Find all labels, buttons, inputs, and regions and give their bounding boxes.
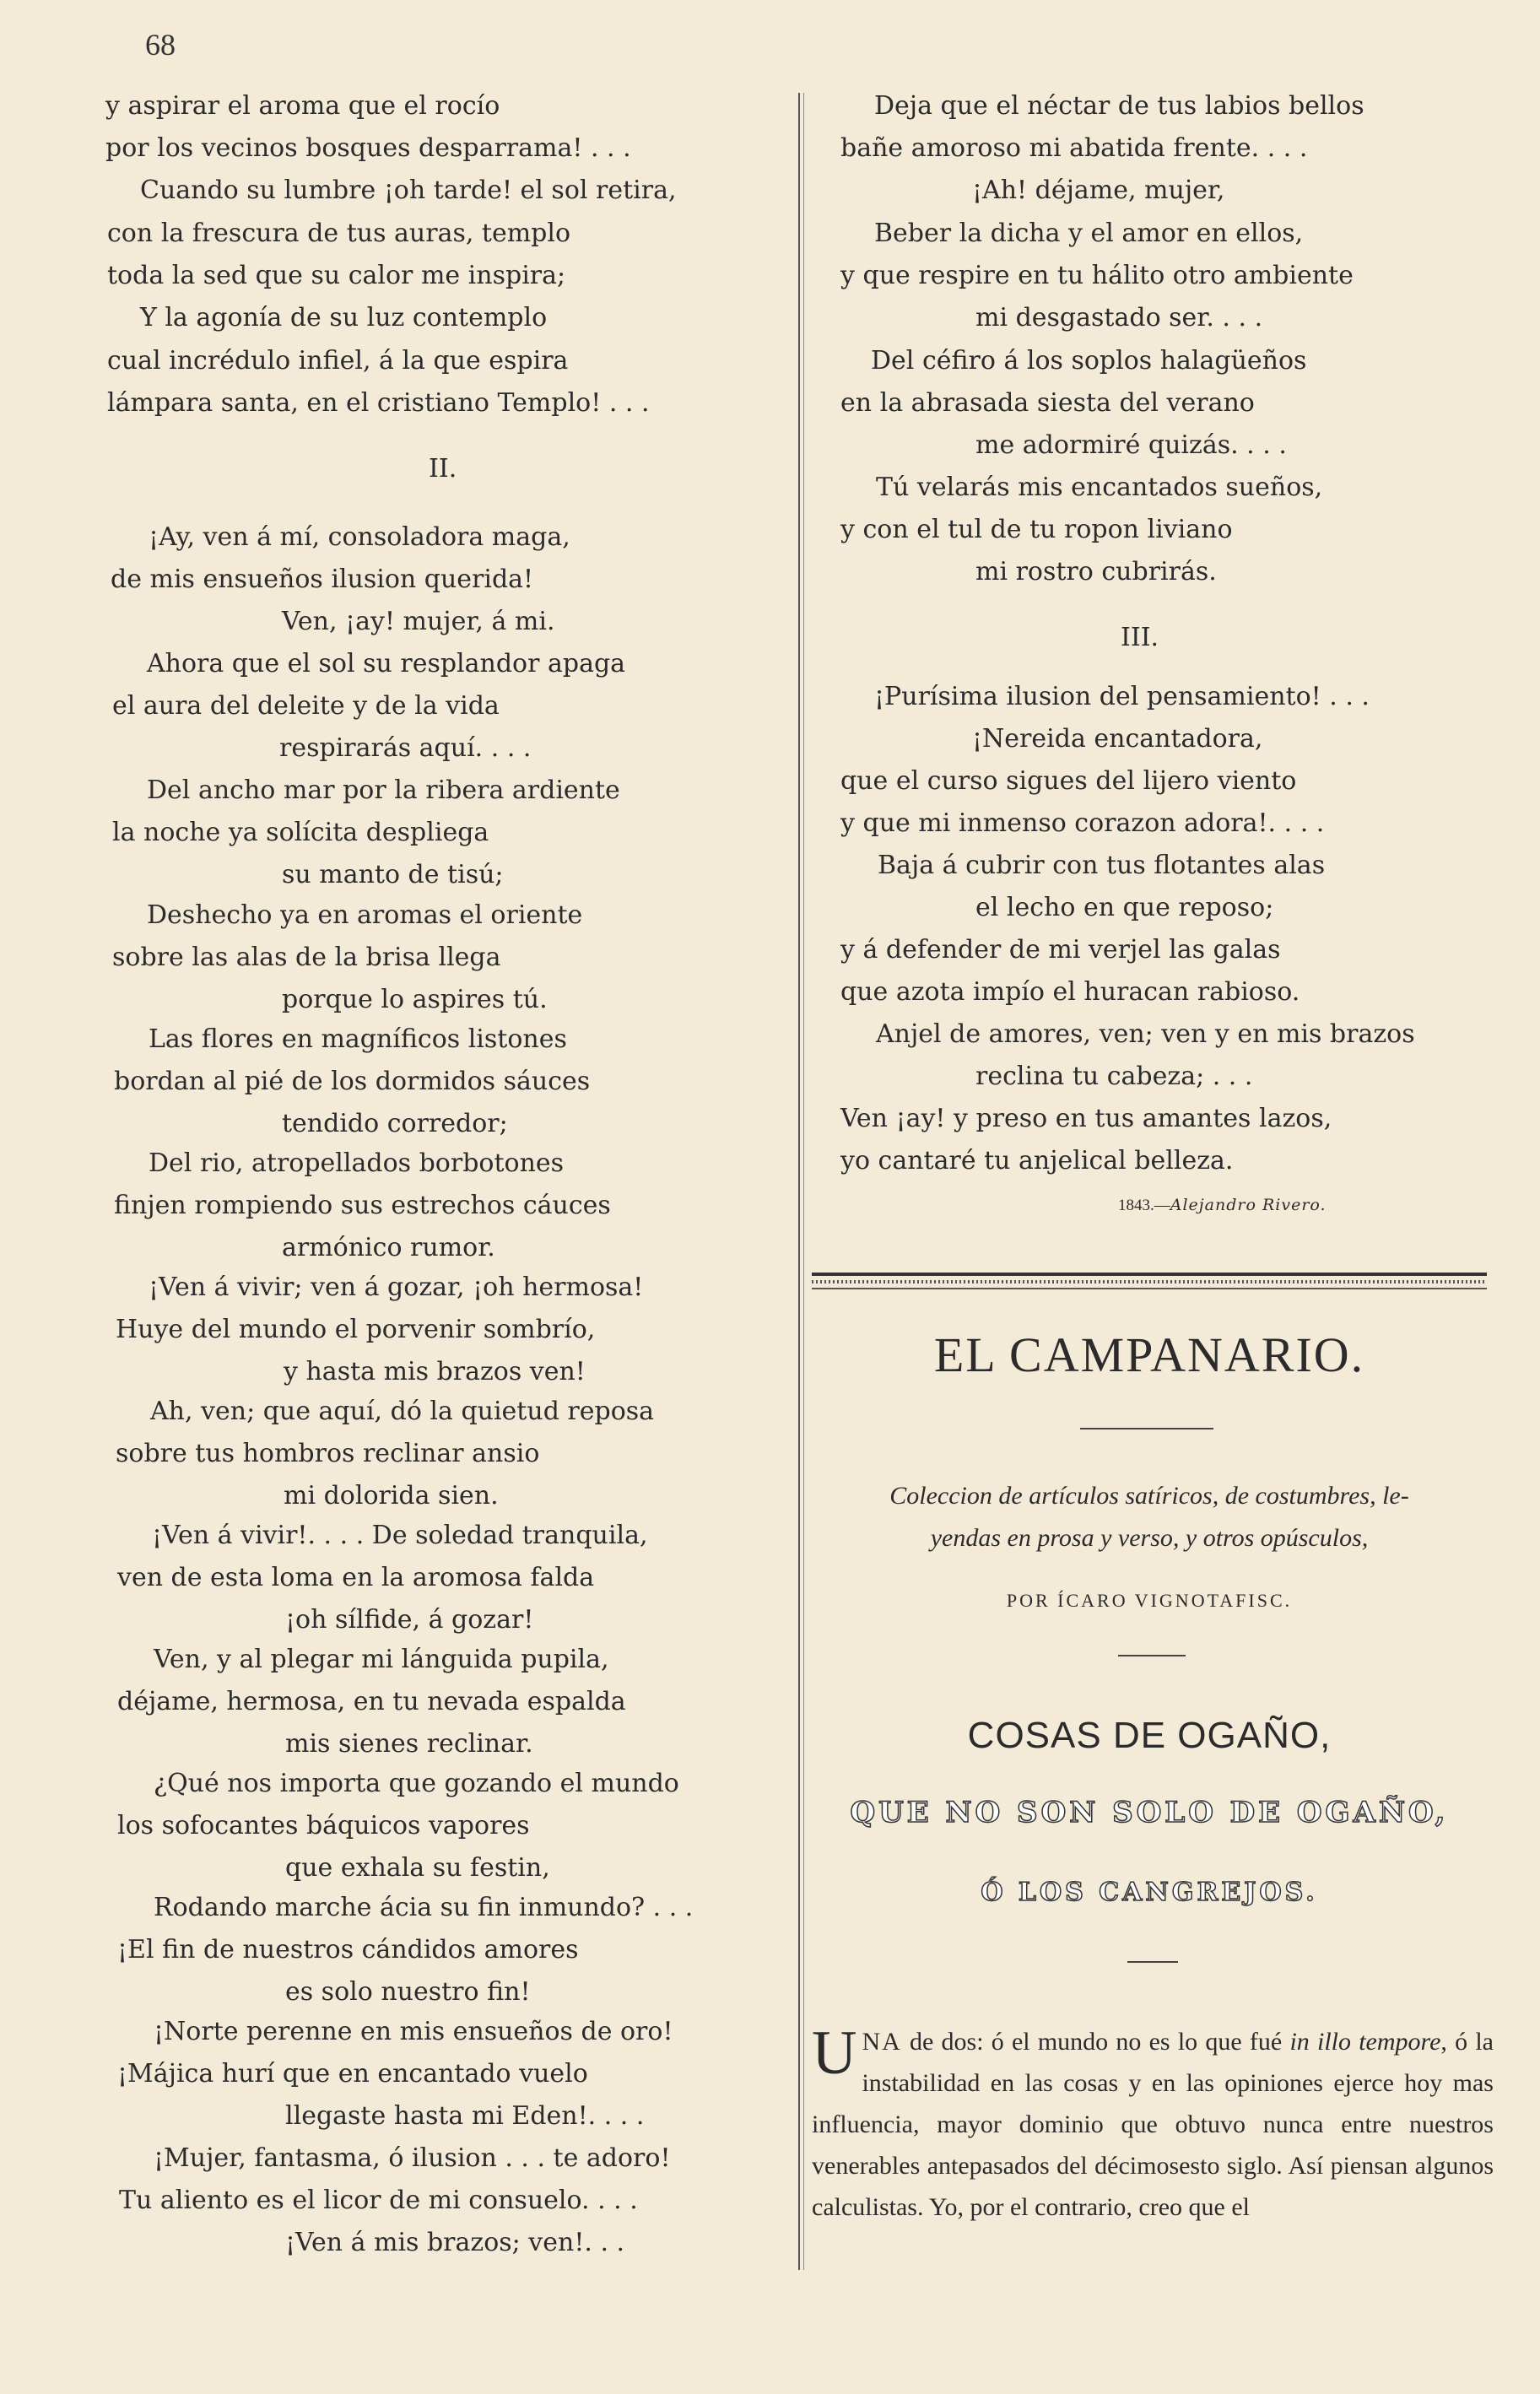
- poem-line: Tu aliento es el licor de mi consuelo. . . .: [119, 2186, 638, 2215]
- poem-line: ¡Ven á mis brazos; ven!. . .: [285, 2228, 625, 2257]
- poem-line: ¡Mujer, fantasma, ó ilusion . . . te adoro!: [154, 2143, 671, 2173]
- subtitle-line: Coleccion de artículos satíricos, de costumbres, le-: [889, 1482, 1409, 1510]
- poem-line: Y la agonía de su luz contemplo: [140, 303, 548, 332]
- poem-line: Del rio, atropellados borbotones: [149, 1148, 565, 1178]
- poem-line: Del céfiro á los soplos halagüeños: [871, 346, 1307, 376]
- poem-line: armónico rumor.: [282, 1233, 495, 1262]
- poem-line: Del ancho mar por la ribera ardiente: [147, 775, 620, 805]
- poem-line: Beber la dicha y el amor en ellos,: [874, 219, 1304, 248]
- poem-line: respirarás aquí. . . .: [279, 733, 532, 763]
- section-separator: [812, 1273, 1487, 1289]
- poem-line: por los vecinos bosques desparrama! . . .: [105, 133, 631, 163]
- section-title: EL CAMPANARIO.: [933, 1327, 1365, 1382]
- poem-line: déjame, hermosa, en tu nevada espalda: [117, 1687, 626, 1716]
- poem-line: bordan al pié de los dormidos sáuces: [114, 1067, 591, 1096]
- ornate-subtitle: QUE NO SON SOLO DE OGAÑO,: [850, 1796, 1449, 1829]
- poem-line: mi rostro cubrirás.: [975, 557, 1217, 586]
- poem-line: mi dolorida sien.: [284, 1481, 499, 1510]
- poem-line: Ven ¡ay! y preso en tus amantes lazos,: [840, 1104, 1332, 1133]
- poem-line: Cuando su lumbre ¡oh tarde! el sol retira,: [140, 176, 677, 205]
- poem-line: el lecho en que reposo;: [975, 893, 1274, 922]
- poem-line: reclina tu cabeza; . . .: [975, 1062, 1253, 1091]
- poem-line: Ahora que el sol su resplandor apaga: [147, 649, 626, 678]
- poem-line: Tú velarás mis encantados sueños,: [876, 473, 1323, 502]
- poem-line: y que mi inmenso corazon adora!. . . .: [840, 808, 1325, 838]
- poem-line: sobre las alas de la brisa llega: [112, 943, 501, 972]
- poem-line: lámpara santa, en el cristiano Templo! . . .: [107, 388, 650, 418]
- page-number: 68: [145, 28, 176, 62]
- poem-line: ¡El fin de nuestros cándidos amores: [117, 1935, 579, 1964]
- ornate-subtitle: Ó LOS CANGREJOS.: [981, 1878, 1318, 1907]
- poem-line: finjen rompiendo sus estrechos cáuces: [114, 1191, 611, 1220]
- author-rule: [1118, 1655, 1186, 1656]
- poem-line: y que respire en tu hálito otro ambiente: [840, 261, 1354, 290]
- poem-line: la noche ya solícita despliega: [112, 818, 489, 847]
- poem-line: Rodando marche ácia su fin inmundo? . . .: [154, 1893, 694, 1922]
- poem-line: Huye del mundo el porvenir sombrío,: [116, 1315, 596, 1344]
- poem-line: ¡Nereida encantadora,: [972, 724, 1263, 754]
- poem-line: y hasta mis brazos ven!: [284, 1357, 586, 1386]
- poem-line: Anjel de amores, ven; ven y en mis brazos: [876, 1019, 1415, 1049]
- poem-line: Baja á cubrir con tus flotantes alas: [878, 851, 1326, 880]
- poem-line: llegaste hasta mi Eden!. . . .: [285, 2101, 645, 2131]
- poem-line: Ven, ¡ay! mujer, á mi.: [282, 607, 555, 636]
- poem-line: ¡Norte perenne en mis ensueños de oro!: [154, 2017, 673, 2046]
- poem-line: ¡oh sílfide, á gozar!: [285, 1605, 534, 1635]
- poem-line: y aspirar el aroma que el rocío: [105, 91, 500, 121]
- signature-year: 1843.—: [1118, 1197, 1170, 1214]
- signature-name: Alejandro Rivero.: [1170, 1196, 1327, 1214]
- poem-line: Las flores en magníficos listones: [149, 1024, 567, 1054]
- poem-line: bañe amoroso mi abatida frente. . . .: [840, 133, 1308, 163]
- title-rule: [1080, 1428, 1213, 1429]
- poem-line: mi desgastado ser. . . .: [975, 303, 1263, 332]
- poem-line: toda la sed que su calor me inspira;: [107, 261, 566, 290]
- poem-line: ¡Ah! déjame, mujer,: [972, 176, 1225, 205]
- poem-line: ven de esta loma en la aromosa falda: [117, 1563, 595, 1592]
- article-title: COSAS DE OGAÑO,: [967, 1715, 1332, 1756]
- poem-line: ¡Ven á vivir!. . . . De soledad tranquila,: [152, 1521, 648, 1550]
- prose-italic: in illo tempore: [1289, 2028, 1441, 2056]
- poem-line: ¡Májica hurí que en encantado vuelo: [117, 2059, 588, 2089]
- prose-text: de dos: ó el mundo no es lo que fué: [901, 2028, 1290, 2056]
- stanza-number: III.: [1121, 623, 1159, 652]
- poem-line: y á defender de mi verjel las galas: [840, 935, 1281, 965]
- column-divider: [798, 93, 800, 2270]
- poem-line: que el curso sigues del lijero viento: [840, 766, 1297, 796]
- poem-line: porque lo aspires tú.: [282, 985, 548, 1014]
- poem-line: que azota impío el huracan rabioso.: [840, 977, 1300, 1007]
- poem-line: yo cantaré tu anjelical belleza.: [840, 1146, 1234, 1175]
- poem-line: ¡Ay, ven á mí, consoladora maga,: [149, 522, 570, 552]
- poem-line: y con el tul de tu ropon liviano: [840, 515, 1233, 544]
- poem-line: el aura del deleite y de la vida: [112, 691, 500, 721]
- poem-line: Deja que el néctar de tus labios bellos: [874, 91, 1364, 121]
- poem-line: los sofocantes báquicos vapores: [117, 1811, 530, 1840]
- poem-line: ¡Purísima ilusion del pensamiento! . . .: [874, 682, 1370, 711]
- poem-line: ¡Ven á vivir; ven á gozar, ¡oh hermosa!: [149, 1273, 644, 1302]
- column-divider-thin: [803, 93, 804, 2270]
- poem-line: de mis ensueños ilusion querida!: [111, 565, 534, 594]
- poem-line: que exhala su festin,: [285, 1853, 550, 1883]
- poem-line: con la frescura de tus auras, templo: [107, 219, 571, 248]
- poem-line: ¿Qué nos importa que gozando el mundo: [154, 1769, 679, 1798]
- author-byline: POR ÍCARO VIGNOTAFISC.: [1006, 1590, 1293, 1611]
- opening-smallcaps: NA: [862, 2028, 902, 2056]
- subtitle-line: yendas en prosa y verso, y otros opúsculos,: [930, 1524, 1369, 1552]
- stanza-number: II.: [429, 454, 457, 484]
- poem-line: su manto de tisú;: [282, 860, 504, 889]
- prose-text: , ó la instabilidad en las cosas y en las opiniones ejerce hoy mas influencia, mayor dominio que obtuvo nunca entre nuestros venerables antepasados del décimosesto siglo. Así piensan algunos calculistas. Yo, por el contrario, creo que el: [812, 2028, 1494, 2221]
- drop-cap: U: [812, 2018, 857, 2088]
- poem-line: tendido corredor;: [282, 1109, 508, 1138]
- poem-line: me adormiré quizás. . . .: [975, 430, 1287, 460]
- poem-line: en la abrasada siesta del verano: [840, 388, 1255, 418]
- poem-line: mis sienes reclinar.: [285, 1729, 533, 1759]
- article-rule: [1127, 1961, 1178, 1963]
- poem-line: es solo nuestro fin!: [285, 1977, 531, 2007]
- poem-line: Ah, ven; que aquí, dó la quietud reposa: [150, 1397, 655, 1426]
- poem-line: sobre tus hombros reclinar ansio: [116, 1439, 540, 1468]
- article-opening-paragraph: [812, 2018, 1494, 2228]
- poem-signature: [1118, 1196, 1327, 1215]
- poem-line: cual incrédulo infiel, á la que espira: [107, 346, 569, 376]
- poem-line: Deshecho ya en aromas el oriente: [147, 900, 583, 930]
- poem-line: Ven, y al plegar mi lánguida pupila,: [154, 1645, 609, 1674]
